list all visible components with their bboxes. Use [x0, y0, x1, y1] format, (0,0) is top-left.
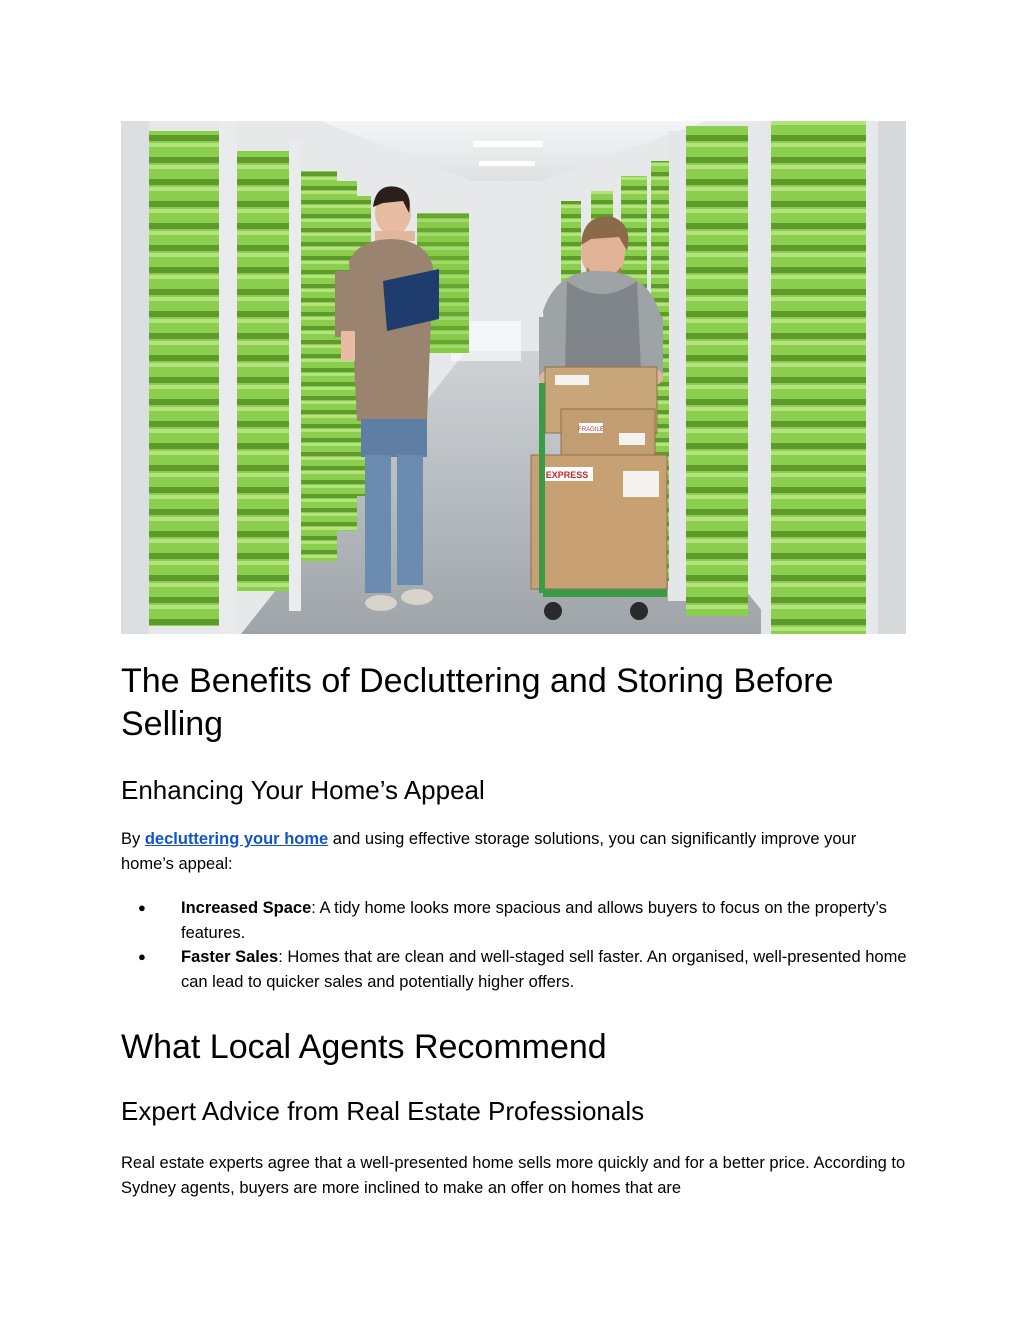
cardboard-boxes: [531, 367, 667, 589]
list-item: [121, 896, 911, 945]
bullet-text: : A tidy home looks more spacious and allows buyers to focus on the property’s features.: [181, 899, 887, 942]
left-locker-mid: [237, 151, 289, 591]
section2-title: What Local Agents Recommend: [121, 1028, 607, 1066]
storage-facility-photo: [121, 121, 906, 634]
article-body: [121, 660, 911, 1200]
benefits-list: [121, 896, 911, 994]
right-locker-near: [771, 121, 866, 634]
express-label: EXPRESS: [545, 470, 589, 480]
decluttering-link[interactable]: decluttering your home: [144, 830, 329, 848]
bullet-term: Faster Sales: [181, 948, 279, 966]
bullet-term: Increased Space: [181, 899, 312, 917]
section1-intro: By decluttering your home and using effective storage solutions, you can significantly improve your home’s appeal:: [121, 830, 857, 873]
left-locker-far: [301, 171, 337, 561]
bullet-icon: ●: [138, 949, 146, 964]
section2-heading: Expert Advice from Real Estate Professionals: [121, 1096, 645, 1126]
bullet-text: : Homes that are clean and well-staged sell faster. An organised, well-presented home can lead to quicker sales and potentially higher offers.: [181, 948, 907, 991]
fragile-label: FRAGILE: [578, 427, 604, 433]
left-locker-near: [149, 131, 219, 626]
article-title: The Benefits of Decluttering and Storing Before Selling: [121, 662, 834, 743]
section1-heading: Enhancing Your Home’s Appeal: [121, 775, 485, 805]
bullet-icon: ●: [138, 900, 146, 915]
section2-paragraph: Real estate experts agree that a well-presented home sells more quickly and for a better price. According to Sydney agents, buyers are more inclined to make an offer on homes that are: [121, 1154, 906, 1197]
list-item: [121, 945, 911, 994]
right-locker-mid: [686, 126, 748, 616]
